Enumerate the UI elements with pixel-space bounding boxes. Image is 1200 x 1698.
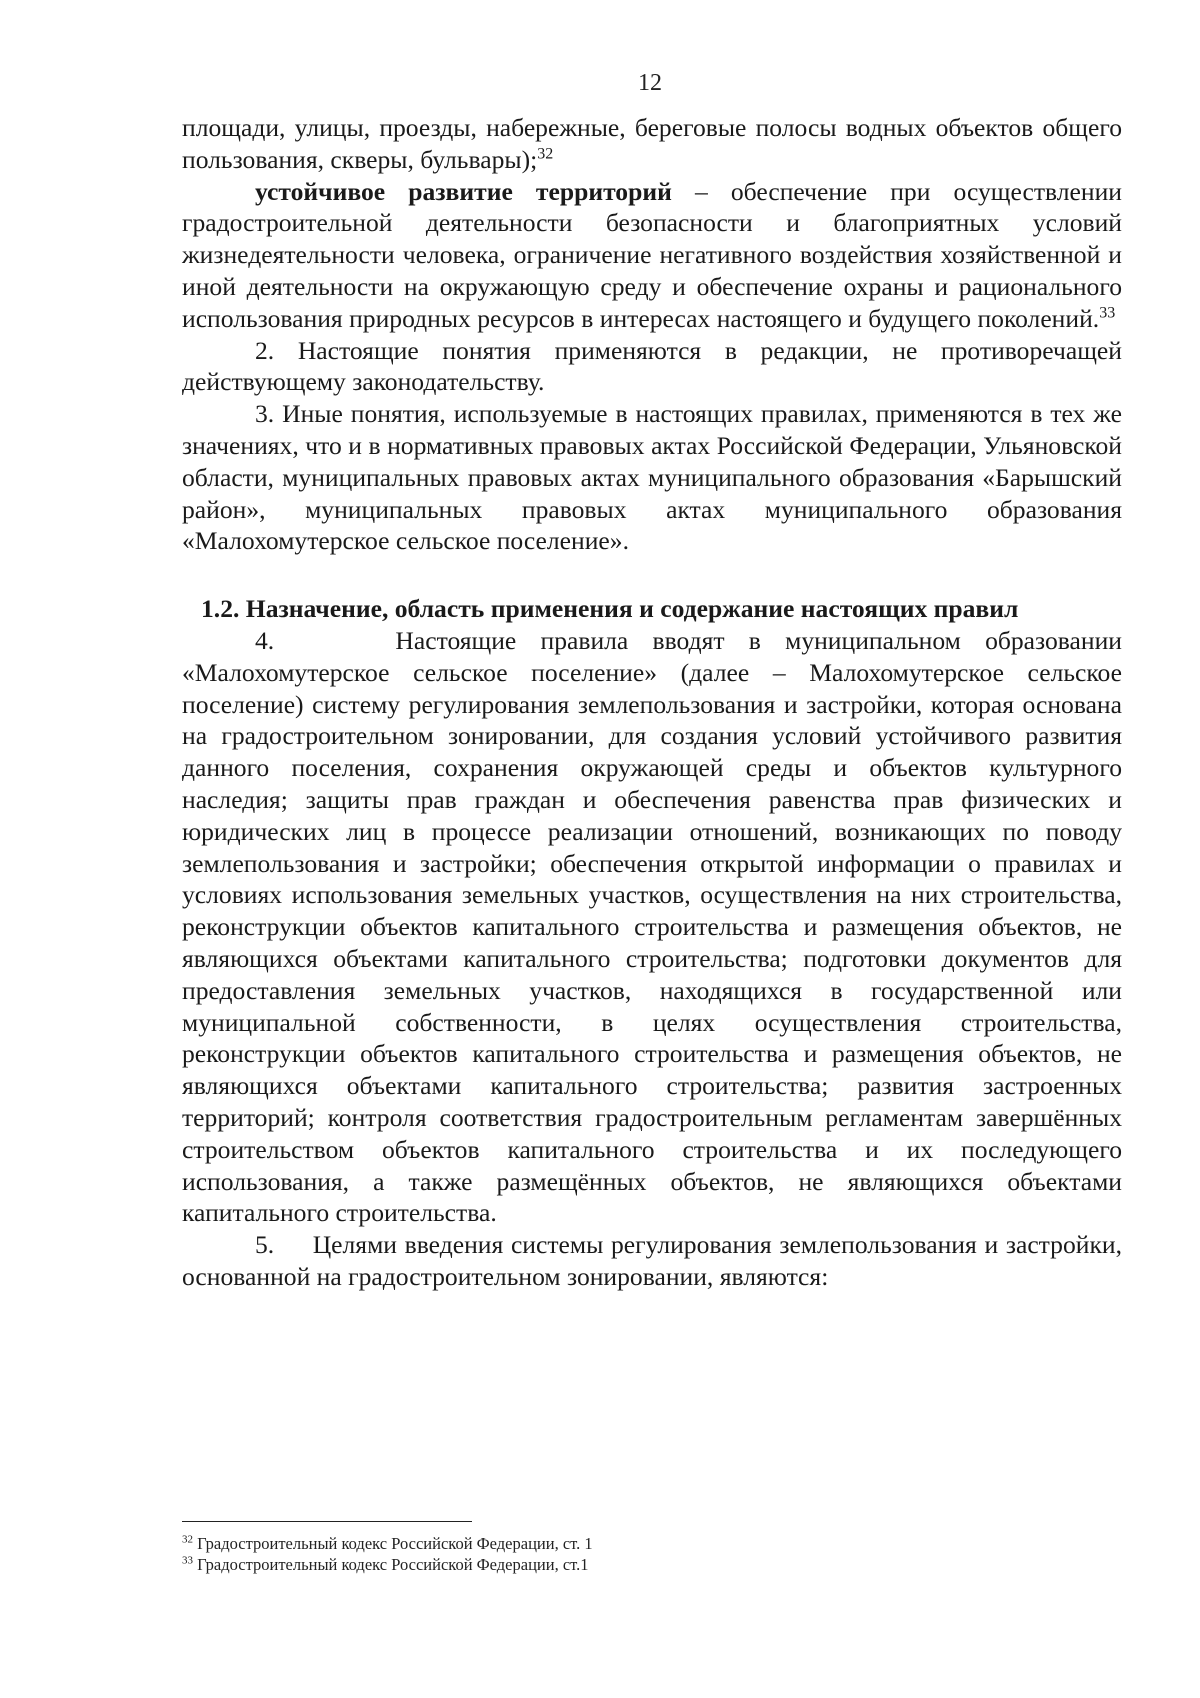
footnote-32 xyxy=(182,1533,1082,1554)
paragraph-text: Настоящие правила вводят в муниципальном образовании «Малохомутерское сельское поселение» (далее – Малохомутерское сельское поселение) систему регулирования землепользования и застройки, которая основана на градостроительном зонировании, для создания условий устойчивого развития данного поселения, сохранения окружающей среды и объектов культурного наследия; защиты прав граждан и обеспечения равенства прав физических и юридических лиц в процессе реализации отношений, возникающих по поводу землепользования и застройки; обеспечения открытой информации о правилах и условиях использования земельных участков, осуществления на них строительства, реконструкции объектов капитального строительства и размещения объектов, не являющихся объектами капитального строительства; подготовки документов для предоставления земельных участков, находящихся в государственной или муниципальной собственности, в целях осуществления строительства, реконструкции объектов капитального строительства и размещения объектов, не являющихся объектами капитального строительства; развития застроенных территорий; контроля соответствия градостроительным регламентам завершённых строительством объектов капитального строительства и их последующего использования, а также размещённых объектов, не являющихся объектами капитального строительства. xyxy=(182,625,1122,1228)
item-number: 3. xyxy=(255,399,275,429)
item-number: 4. xyxy=(255,625,275,655)
paragraph-text: Целями введения системы регулирования землепользования и застройки, основанной на градостроительном зонировании, являются: xyxy=(182,1230,1123,1291)
footnote-reference: 32 xyxy=(537,145,554,163)
footnote-number: 33 xyxy=(182,1554,193,1567)
footnote-reference: 33 xyxy=(1099,304,1116,322)
footnote-separator xyxy=(182,1521,472,1522)
item-number: 5. xyxy=(255,1230,275,1260)
section-heading: 1.2. Назначение, область применения и содержание настоящих правил xyxy=(201,594,1019,624)
paragraph-item-3 xyxy=(182,398,1122,557)
paragraph-text: Иные понятия, используемые в настоящих правилах, применяются в тех же значениях, что и в нормативных правовых актах Российской Федерации, Ульяновской области, муниципальных правовых актах муниципального образования «Барышский район», муниципальных правовых актах муниципального образования «Малохомутерское сельское поселение». xyxy=(182,399,1122,556)
item-number: 2. xyxy=(255,335,275,365)
paragraph-public-spaces xyxy=(182,112,1122,176)
footnote-number: 32 xyxy=(182,1533,193,1546)
defined-term: устойчивое развитие территорий xyxy=(255,176,672,206)
paragraph-text: Настоящие понятия применяются в редакции, не противоречащей действующему законодательству. xyxy=(182,335,1122,397)
paragraph-text: площади, улицы, проезды, набережные, береговые полосы водных объектов общего пользования, скверы, бульвары); xyxy=(182,113,1122,174)
page-body xyxy=(182,112,1122,1293)
paragraph-sustainable-development xyxy=(182,176,1122,335)
paragraph-item-4 xyxy=(182,625,1122,1229)
page-number: 12 xyxy=(638,70,662,96)
paragraph-item-2 xyxy=(182,335,1122,399)
paragraph-item-5 xyxy=(182,1229,1122,1293)
footnote-33 xyxy=(182,1554,1082,1575)
footnote-text: Градостроительный кодекс Российской Федерации, ст. 1 xyxy=(197,1534,593,1553)
footnotes xyxy=(182,1533,1082,1575)
footnote-text: Градостроительный кодекс Российской Федерации, ст.1 xyxy=(197,1555,589,1574)
paragraph-text: – обеспечение при осуществлении градостроительной деятельности безопасности и благоприятных условий жизнедеятельности человека, ограничение негативного воздействия хозяйственной и иной деятельности на окружающую среду и обеспечение охраны и рационального использования природных ресурсов в интересах настоящего и будущего поколений. xyxy=(182,176,1122,333)
